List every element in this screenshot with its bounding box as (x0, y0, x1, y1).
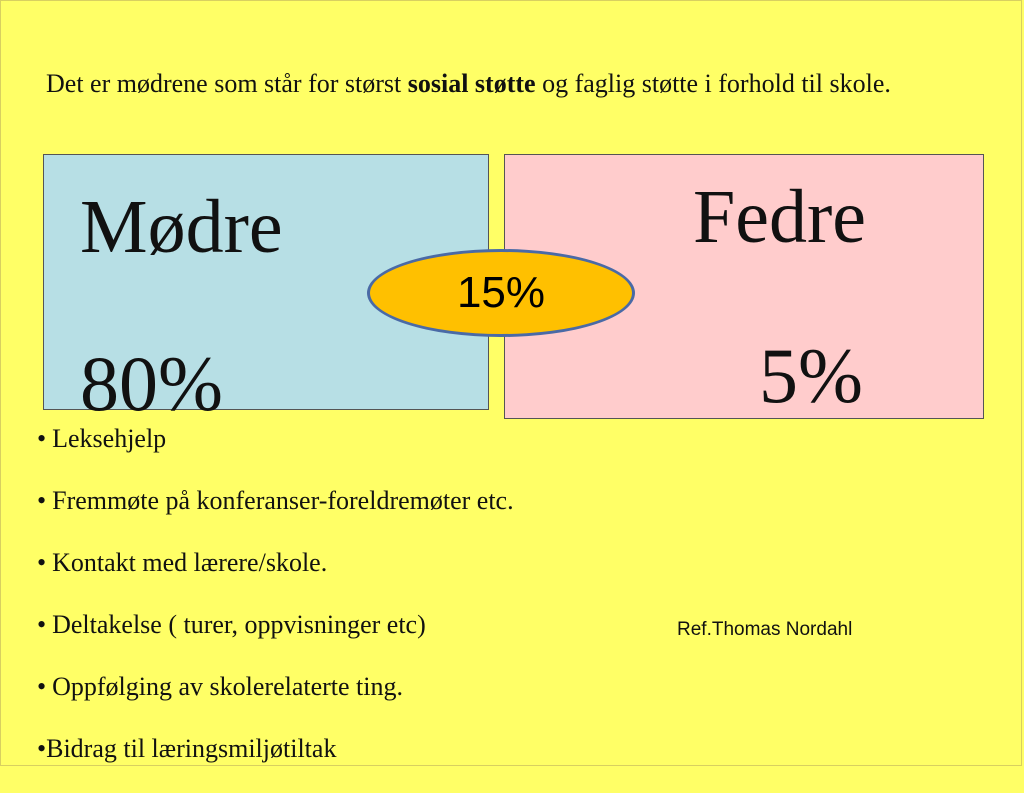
list-item-text: Oppfølging av skolerelaterte ting. (52, 672, 404, 701)
bullet-icon: • (37, 672, 47, 701)
support-list (37, 421, 514, 793)
bullet-icon: • (37, 610, 47, 639)
intro-text-end: og faglig støtte i forhold til skole. (535, 69, 891, 98)
bullet-icon: • (37, 424, 47, 453)
list-item-text: Bidrag til læringsmiljøtiltak (46, 734, 337, 763)
mothers-label: Mødre (80, 185, 283, 269)
reference-note: Ref.Thomas Nordahl (677, 619, 853, 640)
bullet-icon: • (37, 486, 47, 515)
list-item-text: Kontakt med lærere/skole. (52, 548, 328, 577)
list-item-text: Fremmøte på konferanser-foreldremøter etc. (52, 486, 514, 515)
fathers-percentage: 5% (759, 332, 863, 419)
intro-text-start: Det er mødrene som står for størst (46, 69, 408, 98)
fathers-label: Fedre (693, 175, 867, 259)
bullet-icon: • (37, 548, 47, 577)
list-item (37, 731, 514, 793)
list-item (37, 483, 514, 545)
list-item (37, 669, 514, 731)
shared-percentage-ellipse (367, 249, 635, 337)
list-item (37, 421, 514, 483)
list-item-text: Leksehjelp (52, 424, 167, 453)
list-item (37, 607, 514, 669)
list-item-text: Deltakelse ( turer, oppvisninger etc) (52, 610, 426, 639)
intro-text (46, 65, 966, 103)
list-item (37, 545, 514, 607)
intro-text-emphasis: sosial støtte (407, 69, 536, 98)
bullet-icon: • (37, 734, 47, 763)
shared-percentage: 15% (456, 268, 546, 317)
mothers-percentage: 80% (80, 340, 223, 427)
